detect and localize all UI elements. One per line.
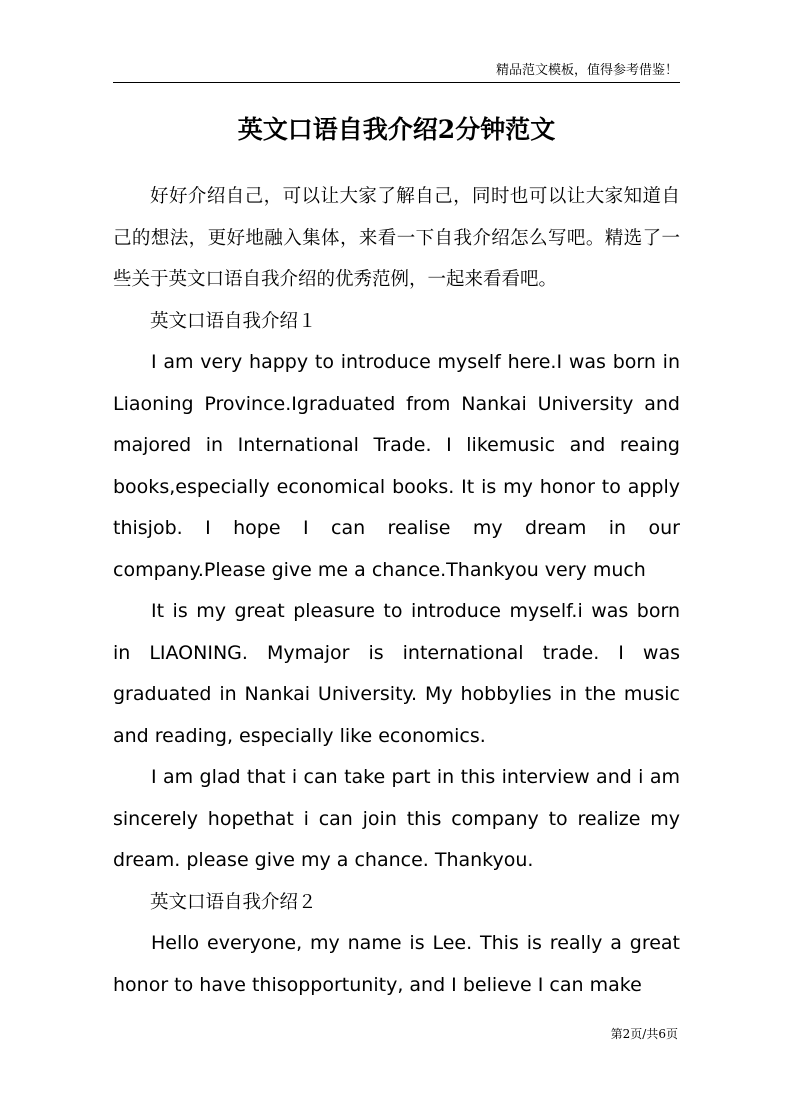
intro-paragraph: 好好介绍自己，可以让大家了解自己，同时也可以让大家知道自己的想法，更好地融入集体，来看一下自我介绍怎么写吧。精选了一些关于英文口语自我介绍的优秀范例，一起来看看吧。: [113, 186, 680, 290]
body-paragraph: I am glad that i can take part in this interview and i am sincerely hopethat i can join this company to realize my dream. please give my a chance. Thankyou.: [113, 766, 680, 871]
body-paragraph: Hello everyone, my name is Lee. This is really a great honor to have thisopportunity, and I believe I can make: [113, 932, 680, 996]
page-header: 精品范文模板，值得参考借鉴！: [495, 63, 678, 78]
document-title: 英文口语自我介绍2分钟范文: [237, 115, 556, 144]
body-paragraph: It is my great pleasure to introduce myself.i was born in LIAONING. Mymajor is international trade. I was graduated in Nankai University. My hobbylies in the music and reading, especially like economics.: [113, 600, 680, 747]
section-heading-1: 英文口语自我介绍１: [150, 310, 317, 332]
body-paragraph: I am very happy to introduce myself here.I was born in Liaoning Province.Igraduated from Nankai University and majored in International Trade. I likemusic and reaing books,especially economical books. It is my honor to apply thisjob. I hope I can realise my dream in our company.Please give me a chance.Thankyou very much: [113, 351, 680, 581]
section-heading-2: 英文口语自我介绍２: [150, 891, 317, 913]
document-body: [113, 176, 680, 1006]
header-divider: [113, 82, 680, 83]
page-number: 第2页/共6页: [610, 1027, 678, 1041]
